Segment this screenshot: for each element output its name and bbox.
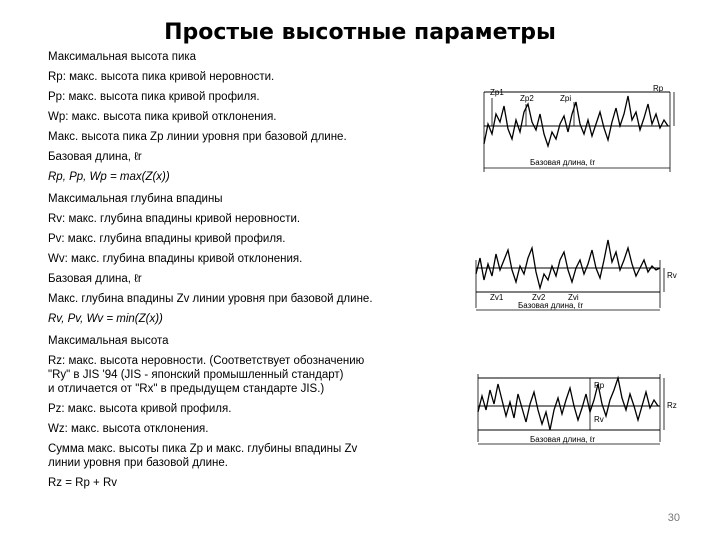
base-length-label: Базовая длина, ℓr bbox=[530, 158, 596, 167]
text-line: Pv: макс. глубина впадины кривой профиля. bbox=[48, 233, 286, 245]
base-length-label: Базовая длина, ℓr bbox=[530, 435, 596, 444]
text-line: и отличается от "Rx" в предыдущем стандарте JIS.) bbox=[48, 383, 325, 395]
label-rp: Rp bbox=[594, 381, 605, 390]
page-number: 30 bbox=[667, 512, 680, 524]
label-zvi: Zvi bbox=[568, 293, 579, 302]
figure-rv bbox=[470, 230, 685, 320]
figure-rp bbox=[470, 84, 685, 180]
section-heading: Максимальная высота пика bbox=[48, 51, 197, 63]
label-zp2: Zp2 bbox=[520, 94, 534, 103]
figure-rz bbox=[470, 370, 685, 450]
text-line: Pp: макс. высота пика кривой профиля. bbox=[48, 91, 260, 103]
section-heading: Максимальная глубина впадины bbox=[48, 193, 223, 205]
text-line: Базовая длина, ℓr bbox=[48, 151, 142, 163]
text-line: "Ry" в JIS '94 (JIS - японский промышленный стандарт) bbox=[48, 369, 344, 381]
text-line: Rz: макс. высота неровности. (Соответствует обозначению bbox=[48, 355, 365, 367]
text-line: линии уровня при базовой длине. bbox=[48, 457, 228, 469]
text-line: Макс. глубина впадины Zv линии уровня при базовой длине. bbox=[48, 293, 373, 305]
text-line: Rp: макс. высота пика кривой неровности. bbox=[48, 71, 275, 83]
profile-curve bbox=[478, 378, 660, 430]
formula-line: Rv, Pv, Wv = min(Z(x)) bbox=[48, 313, 163, 325]
label-zv1: Zv1 bbox=[490, 293, 504, 302]
label-zv2: Zv2 bbox=[532, 293, 546, 302]
formula-line: Rz = Rp + Rv bbox=[48, 477, 118, 489]
label-zp1: Zp1 bbox=[490, 88, 504, 97]
text-line: Wz: макс. высота отклонения. bbox=[48, 423, 209, 435]
formula-line: Rp, Pp, Wp = max(Z(x)) bbox=[48, 171, 170, 183]
label-rz: Rz bbox=[667, 401, 677, 410]
label-zpi: Zpi bbox=[560, 94, 572, 103]
text-line: Wp: макс. высота пика кривой отклонения. bbox=[48, 111, 277, 123]
label-rp: Rp bbox=[653, 84, 664, 93]
text-line: Базовая длина, ℓr bbox=[48, 273, 142, 285]
section-heading: Максимальная высота bbox=[48, 335, 169, 347]
text-line: Wv: макс. глубина впадины кривой отклонения. bbox=[48, 253, 303, 265]
label-rv: Rv bbox=[667, 271, 677, 280]
page-title: Простые высотные параметры bbox=[164, 20, 556, 45]
text-line: Макс. высота пика Zp линии уровня при базовой длине. bbox=[48, 131, 347, 143]
profile-curve bbox=[476, 240, 660, 288]
text-line: Rv: макс. глубина впадины кривой неровности. bbox=[48, 213, 301, 225]
text-line: Сумма макс. высоты пика Zp и макс. глубины впадины Zv bbox=[48, 443, 358, 455]
label-rv: Rv bbox=[594, 415, 604, 424]
profile-curve bbox=[484, 96, 668, 146]
text-line: Pz: макс. высота кривой профиля. bbox=[48, 403, 232, 415]
base-length-label: Базовая длина, ℓr bbox=[518, 301, 584, 310]
